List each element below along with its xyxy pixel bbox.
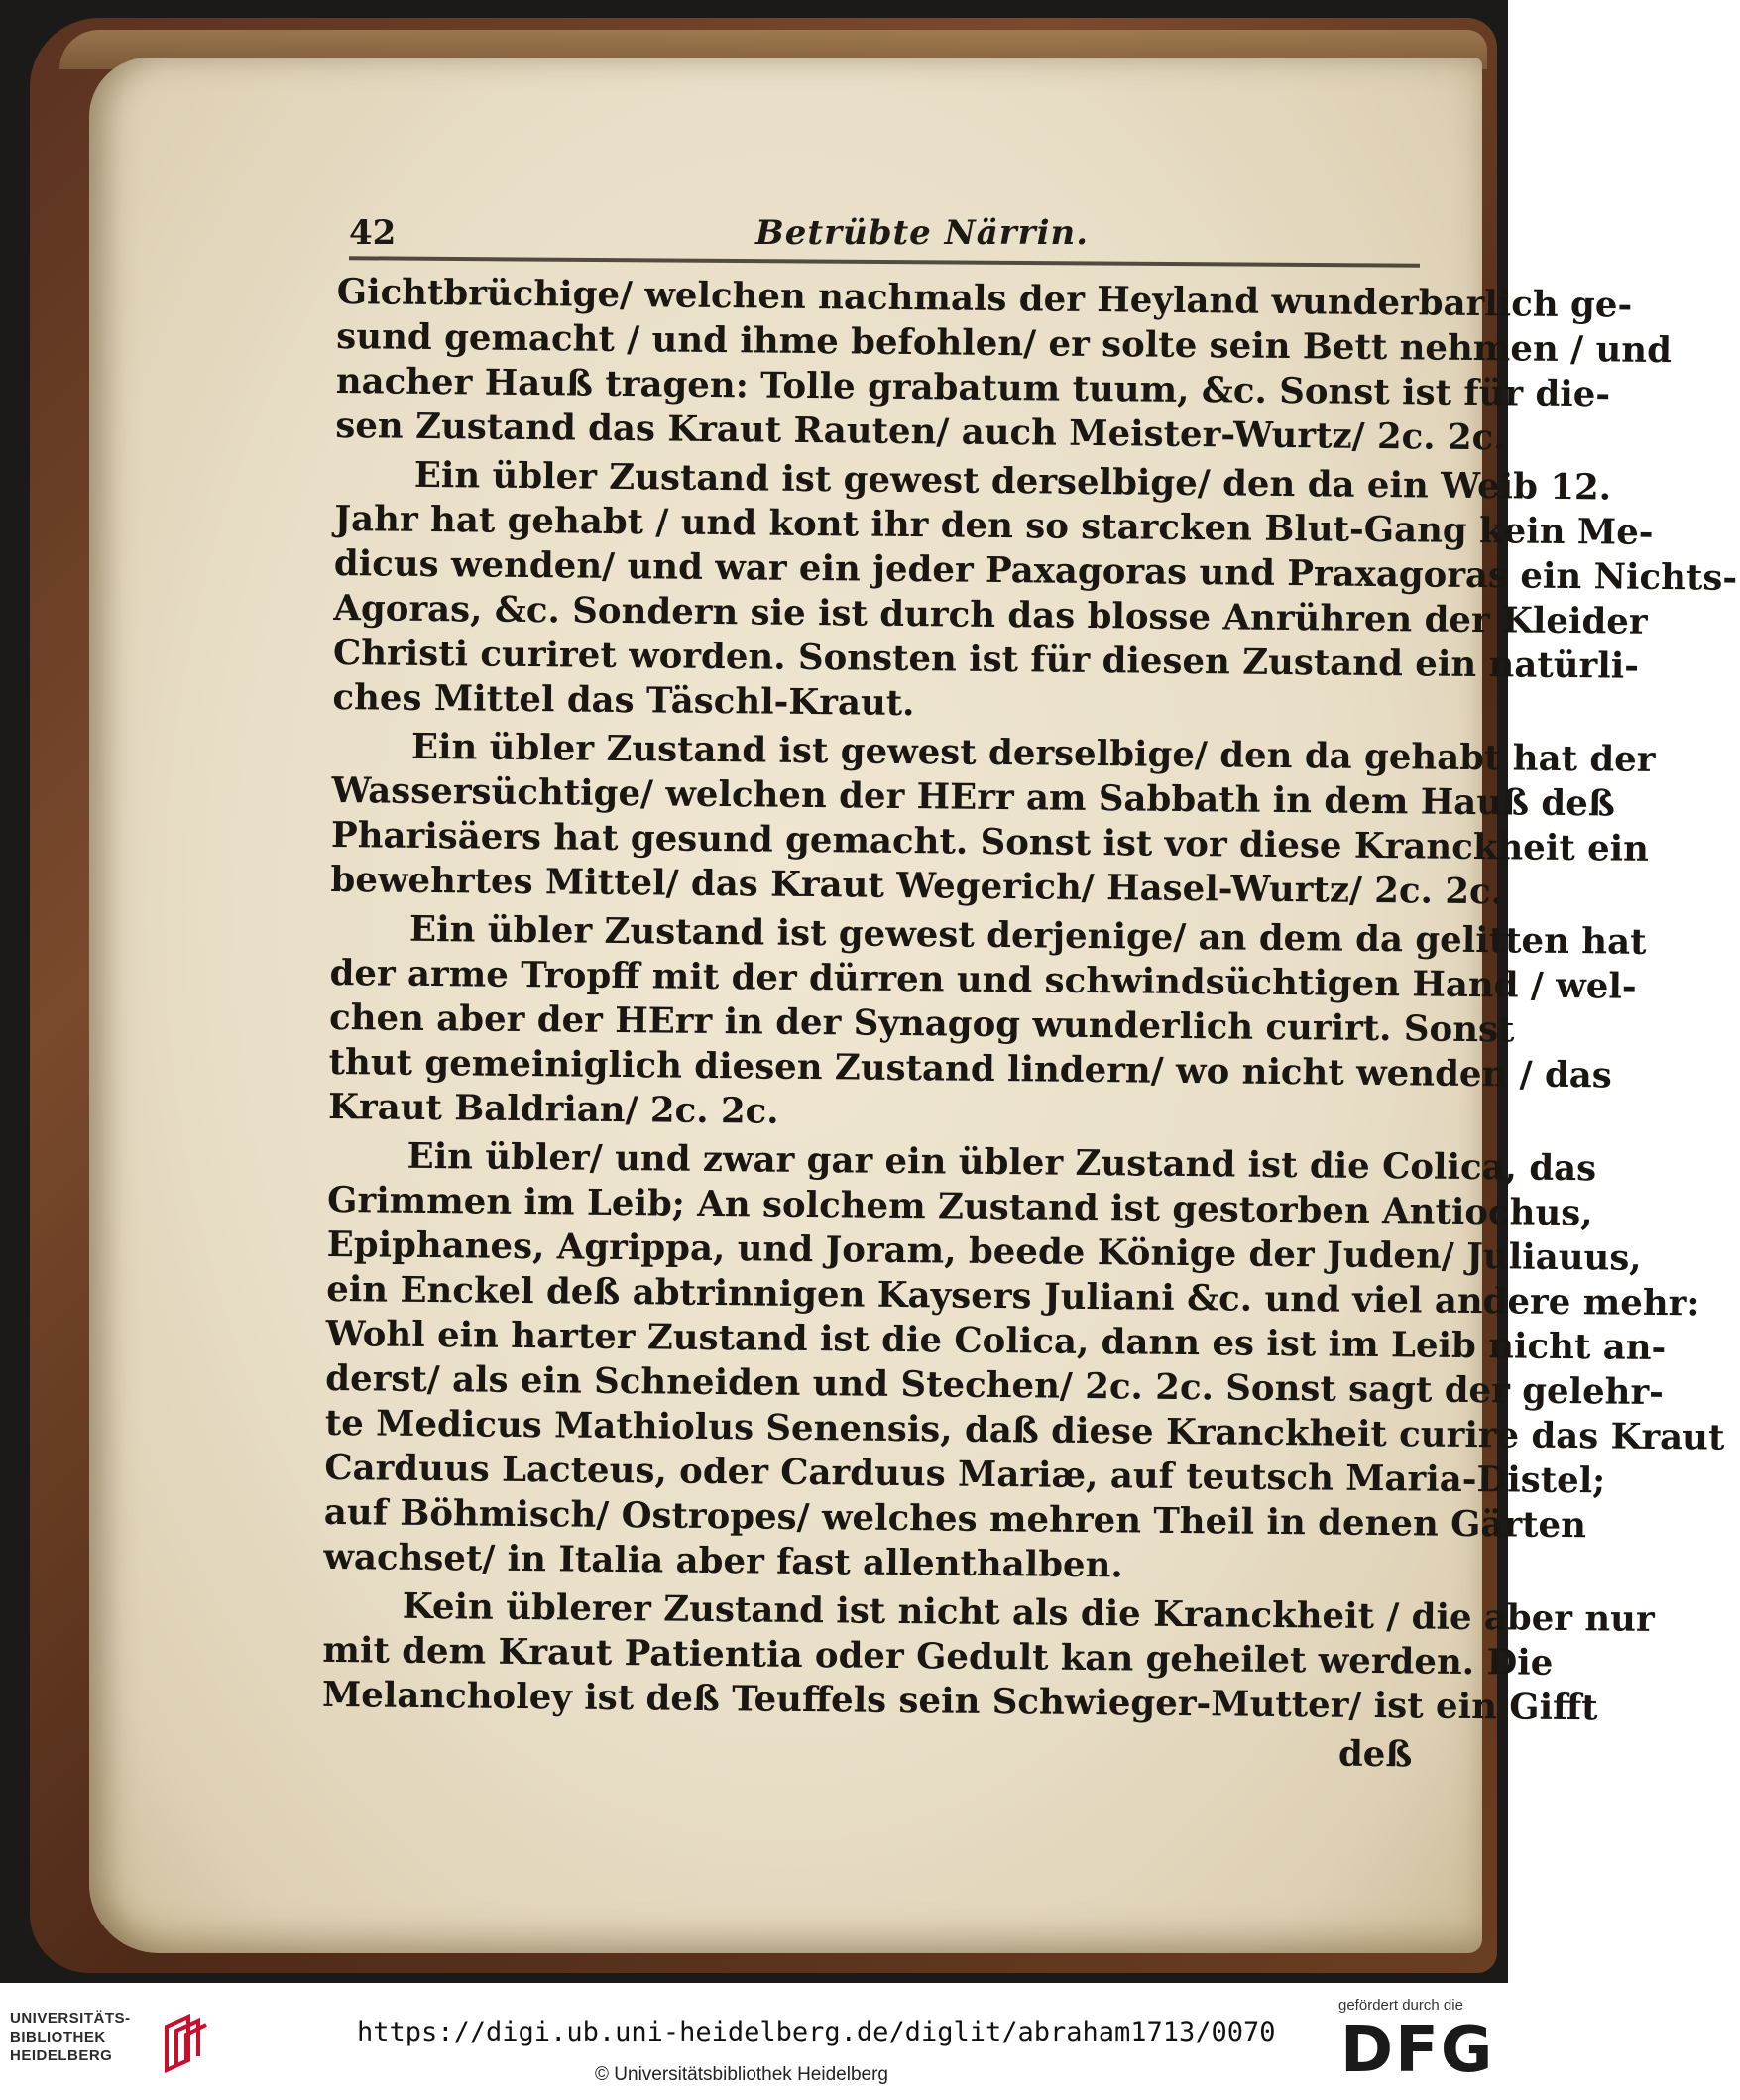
text-line: Epiphanes, Agrippa, und Joram, beede Könige der Juden/ Juliauus, [326,1224,1642,1279]
text-line: ein Enckel deß abtrinnigen Kaysers Juliani &c. und viel andere mehr: [326,1268,1700,1325]
text-line: te Medicus Mathiolus Senensis, daß diese Kranckheit curire das Kraut [324,1402,1725,1458]
text-line: Grimmen im Leib; An solchem Zustand ist gestorben Antiochus, [326,1179,1593,1234]
text-line: chen aber der HErr in der Synagog wunderlich curirt. Sonst [328,996,1515,1051]
running-head: Betrübte Närrin. [755,213,1090,253]
text-line: Jahr hat gehabt / und kont ihr den so starcken Blut-Gang kein Me- [334,498,1654,553]
library-name-line1: UNIVERSITÄTS- [10,2010,131,2027]
text-line: thut gemeiniglich diesen Zustand lindern/ wo nicht wenden / das [328,1041,1612,1097]
paragraph [327,906,1647,1141]
text-line: Kraut Baldrian/ 2c. 2c. [327,1086,779,1132]
page-number: 42 [349,213,397,253]
text-line: wachset/ in Italia aber fast allenthalben. [323,1536,1123,1586]
text-line: Gichtbrüchige/ welchen nachmals der Heyland wunderbarlich ge- [336,271,1633,326]
text-line: Ein übler Zustand ist gewest derselbige/ den da gehabt hat der [410,726,1656,780]
text-line: dicus wenden/ und war ein jeder Paxagoras und Praxagoras ein Nichts- [333,542,1738,599]
text-line: Ein übler/ und zwar gar ein übler Zustand ist die Colica, das [406,1135,1597,1190]
body-text [321,270,1738,1781]
paragraph [321,1583,1655,1729]
text-line: nacher Hauß tragen: Tolle grabatum tuum, &c. Sonst ist für die- [335,360,1611,415]
library-logo-icon [159,2013,210,2072]
paragraph [323,1133,1725,1590]
text-line: Christi curiret worden. Sonsten ist für diesen Zustand ein natürli- [332,632,1640,687]
text-line: bewehrtes Mittel/ das Kraut Wegerich/ Hasel-Wurtz/ 2c. 2c. [330,859,1504,913]
catchword: deß [1337,1733,1413,1776]
copyright-notice: © Universitätsbibliothek Heidelberg [595,2064,888,2085]
text-line: Agoras, &c. Sondern sie ist durch das blosse Anrühren der Kleider [333,587,1648,642]
library-name-line2: BIBLIOTHEK [10,2029,106,2045]
paragraph [332,452,1738,732]
text-line: der arme Tropff mit der dürren und schwindsüchtigen Hand / wel- [329,952,1637,1007]
text-line: Carduus Lacteus, oder Carduus Mariæ, auf teutsch Maria-Distel; [324,1447,1606,1502]
viewer-footer [0,1983,1508,2100]
text-line: sund gemacht / und ihme befohlen/ er solte sein Bett nehmen / und [336,315,1673,372]
paragraph [330,724,1656,914]
text-line: Kein üblerer Zustand ist nicht als die Kranckheit / die aber nur [402,1585,1655,1640]
text-line: Pharisäers hat gesund gemacht. Sonst ist vor diese Kranckheit ein [330,814,1650,870]
library-name-line3: HEIDELBERG [10,2047,113,2064]
page-header [349,213,1430,257]
library-name [10,2009,131,2065]
text-line: Ein übler Zustand ist gewest derjenige/ an dem da gelitten hat [408,908,1647,963]
text-line: derst/ als ein Schneiden und Stechen/ 2c. 2c. Sonst sagt der gelehr- [325,1357,1665,1414]
library-logo[interactable] [10,2009,198,2078]
text-line: sen Zustand das Kraut Rauten/ auch Meister-Wurtz/ 2c. 2c. [335,405,1506,459]
paragraph [335,270,1673,460]
text-line: auf Böhmisch/ Ostropes/ welches mehren Theil in denen Gärten [323,1491,1587,1547]
text-line: mit dem Kraut Patientia oder Gedult kan geheilet werden. Die [322,1629,1554,1684]
funding-note: gefördert durch die [1338,1997,1463,2014]
text-line: Wohl ein harter Zustand ist die Colica, dann es ist im Leib nicht an- [325,1313,1667,1369]
text-line: Ein übler Zustand ist gewest derselbige/ den da ein Weib 12. [413,454,1612,509]
text-line: Melancholey ist deß Teuffels sein Schwieger-Mutter/ ist ein Gifft [321,1674,1598,1729]
dfg-logo[interactable]: DFG [1340,2014,1495,2087]
text-line: ches Mittel das Täschl-Kraut. [332,676,915,725]
permalink-url[interactable]: https://digi.ub.uni-heidelberg.de/diglit/abraham1713/0070 [357,2017,1276,2047]
text-line: Wassersüchtige/ welchen der HErr am Sabbath in dem Hauß deß [331,769,1616,825]
